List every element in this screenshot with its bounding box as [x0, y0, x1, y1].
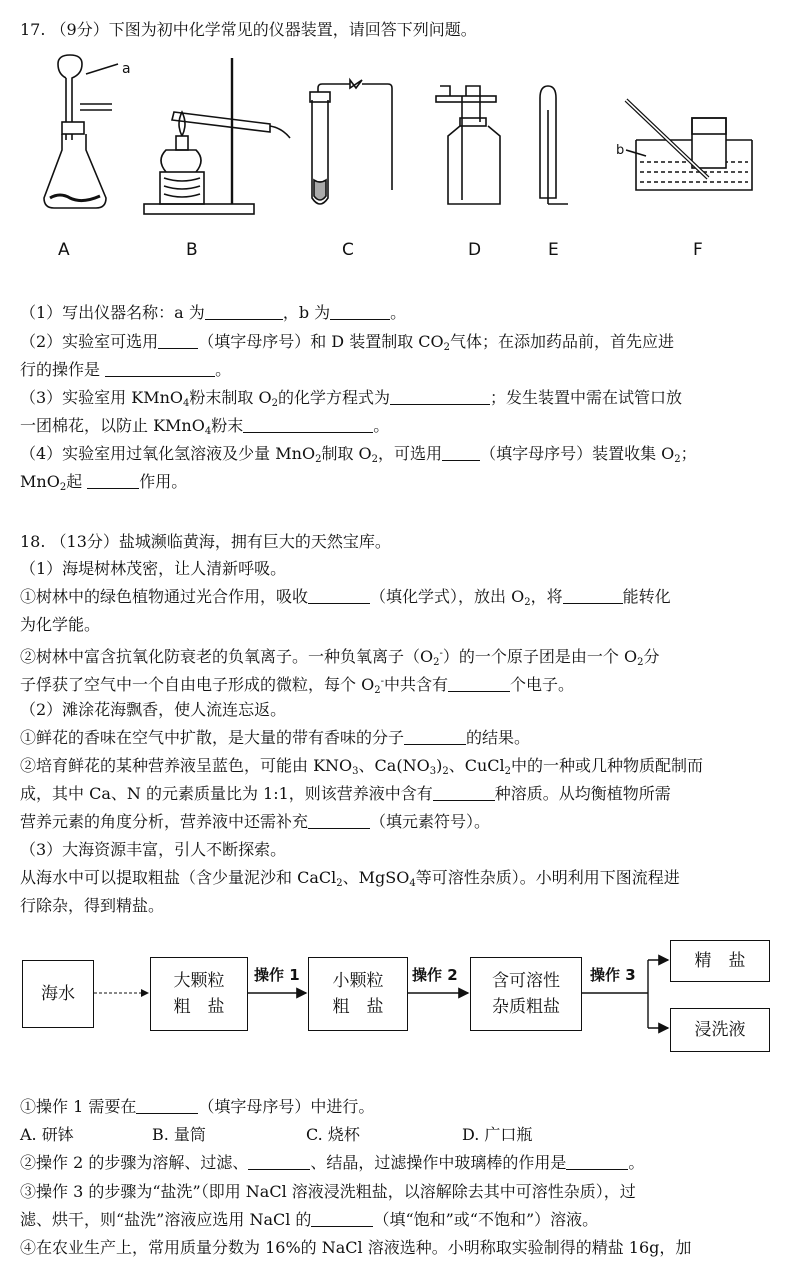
blank[interactable]: [330, 304, 390, 320]
q18-part2: （2）滩涂花海飘香，使人流连忘返。: [20, 700, 287, 719]
q18-s4: ④在农业生产上，常用质量分数为 16%的 NaCl 溶液选种。小明称取实验制得的精盐 16g，加: [20, 1238, 692, 1257]
q17-part2: （2）实验室可选用 （填字母序号）和 D 装置制取 $CO_2$气体；在添加药品前，首先应进: [20, 332, 675, 353]
blank[interactable]: [311, 1211, 373, 1227]
flow-box-fine-grain-salt: 小颗粒 粗 盐: [308, 957, 408, 1031]
q18-part1: （1）海堤树林茂密，让人清新呼吸。: [20, 559, 287, 578]
option-a: A. 研钵: [20, 1125, 74, 1144]
q18-p2-2-cont: 成，其中 Ca、N 的元素质量比为 1:1，则该营养液中含有 种溶质。从均衡植物所需: [20, 784, 671, 803]
fig-label-f: F: [693, 240, 703, 260]
fig-label-b: B: [186, 240, 198, 260]
fig-label-a: A: [58, 240, 70, 260]
apparatus-b: [144, 58, 290, 214]
flow-box-seawater: 海水: [22, 960, 94, 1028]
blank[interactable]: [563, 588, 623, 604]
fig-label-d: D: [468, 240, 482, 260]
blank[interactable]: [205, 304, 283, 320]
q18-p1-2-cont: 子俘获了空气中一个自由电子形成的微粒，每个 $O_2^-$中共含有 个电子。: [20, 675, 575, 696]
flow-box-refined-salt: 精 盐: [670, 940, 770, 982]
fig-label-e: E: [548, 240, 559, 260]
blank[interactable]: [566, 1154, 628, 1170]
blank[interactable]: [390, 389, 490, 405]
q18-s1: ①操作 1 需要在 （填字母序号）中进行。: [20, 1097, 375, 1116]
apparatus-f: [626, 100, 752, 190]
q17-part1: （1）写出仪器名称：a 为 ，b 为 。: [20, 303, 407, 322]
q18-part3: （3）大海资源丰富，引人不断探索。: [20, 840, 287, 859]
blank[interactable]: [308, 588, 370, 604]
apparatus-c: [310, 80, 392, 204]
q18-p3-intro: 从海水中可以提取粗盐（含少量泥沙和 CaCl$_2$、MgSO$_4$等可溶性杂质）。小明利用下图流程进: [20, 868, 680, 889]
q18-s3: ③操作 3 的步骤为“盐洗”（即用 NaCl 溶液浸洗粗盐，以溶解除去其中可溶性杂质），过: [20, 1182, 636, 1201]
flow-op1-label: 操作 1: [254, 966, 300, 984]
blank[interactable]: [442, 445, 480, 461]
blank[interactable]: [308, 813, 370, 829]
flow-box-coarse-salt: 大颗粒 粗 盐: [150, 957, 248, 1031]
blank[interactable]: [136, 1098, 198, 1114]
apparatus-a: [44, 55, 118, 208]
flow-op2-label: 操作 2: [412, 966, 458, 984]
apparatus-e: [540, 86, 568, 204]
blank[interactable]: [87, 473, 139, 489]
option-d: D. 广口瓶: [462, 1125, 533, 1144]
fig-label-c: C: [342, 240, 354, 260]
apparatus-d: [436, 86, 500, 204]
blank[interactable]: [243, 417, 373, 433]
q17-part3: （3）实验室用 KMnO$_4$粉末制取 $O_2$的化学方程式为 ；发生装置中需在试管口放: [20, 388, 683, 409]
q18-p3-intro-cont: 行除杂，得到精盐。: [20, 896, 165, 915]
q17-header: 17. （9分）下图为初中化学常见的仪器装置，请回答下列问题。: [20, 20, 477, 39]
blank[interactable]: [448, 676, 510, 692]
blank[interactable]: [105, 361, 215, 377]
blank[interactable]: [404, 729, 466, 745]
blank[interactable]: [248, 1154, 310, 1170]
flow-box-impure-salt: 含可溶性 杂质粗盐: [470, 957, 582, 1031]
q18-p1-1-cont: 为化学能。: [20, 615, 101, 634]
q18-p1-2: ②树林中富含抗氧化防衰老的负氧离子。一种负氧离子$(O_2^-)$的一个原子团是由一个 $O_2$分: [20, 647, 660, 668]
option-b: B. 量筒: [152, 1125, 206, 1144]
label-a: a: [122, 61, 131, 77]
q18-p1-1: ①树林中的绿色植物通过光合作用，吸收 （填化学式），放出 $O_2$，将 能转化: [20, 587, 671, 608]
q18-header: 18. （13分）盐城濒临黄海，拥有巨大的天然宝库。: [20, 532, 391, 551]
q17-part3-cont: 一团棉花，以防止 KMnO$_4$粉末 。: [20, 416, 390, 437]
flow-box-wash-liquid: 浸洗液: [670, 1008, 770, 1052]
option-c: C. 烧杯: [306, 1125, 360, 1144]
q18-s2: ②操作 2 的步骤为溶解、过滤、 、结晶，过滤操作中玻璃棒的作用是 。: [20, 1153, 645, 1172]
blank[interactable]: [433, 785, 495, 801]
flow-op3-label: 操作 3: [590, 966, 636, 984]
blank[interactable]: [158, 333, 198, 349]
label-b: b: [616, 143, 625, 158]
q17-part4-cont: MnO$_2$起 作用。: [20, 472, 188, 493]
q17-part2-cont: 行的操作是 。: [20, 360, 232, 379]
q17-part4: （4）实验室用过氧化氢溶液及少量 MnO$_2$制取 $O_2$，可选用 （填字母序号）装置收集 $O_2$；: [20, 444, 697, 465]
q18-p2-1: ①鲜花的香味在空气中扩散，是大量的带有香味的分子 的结果。: [20, 728, 531, 747]
q18-p2-2: ②培育鲜花的某种营养液呈蓝色，可能由 $KNO_3$、$Ca(NO_3)_2$、CuCl$_2$中的一种或几种物质配制而: [20, 756, 704, 777]
apparatus-figure: [0, 0, 809, 270]
q18-p2-2-cont2: 营养元素的角度分析，营养液中还需补充 （填元素符号）。: [20, 812, 491, 831]
q18-s3-cont: 滤、烘干，则“盐洗”溶液应选用 NaCl 的 （填“饱和”或“不饱和”）溶液。: [20, 1210, 599, 1229]
